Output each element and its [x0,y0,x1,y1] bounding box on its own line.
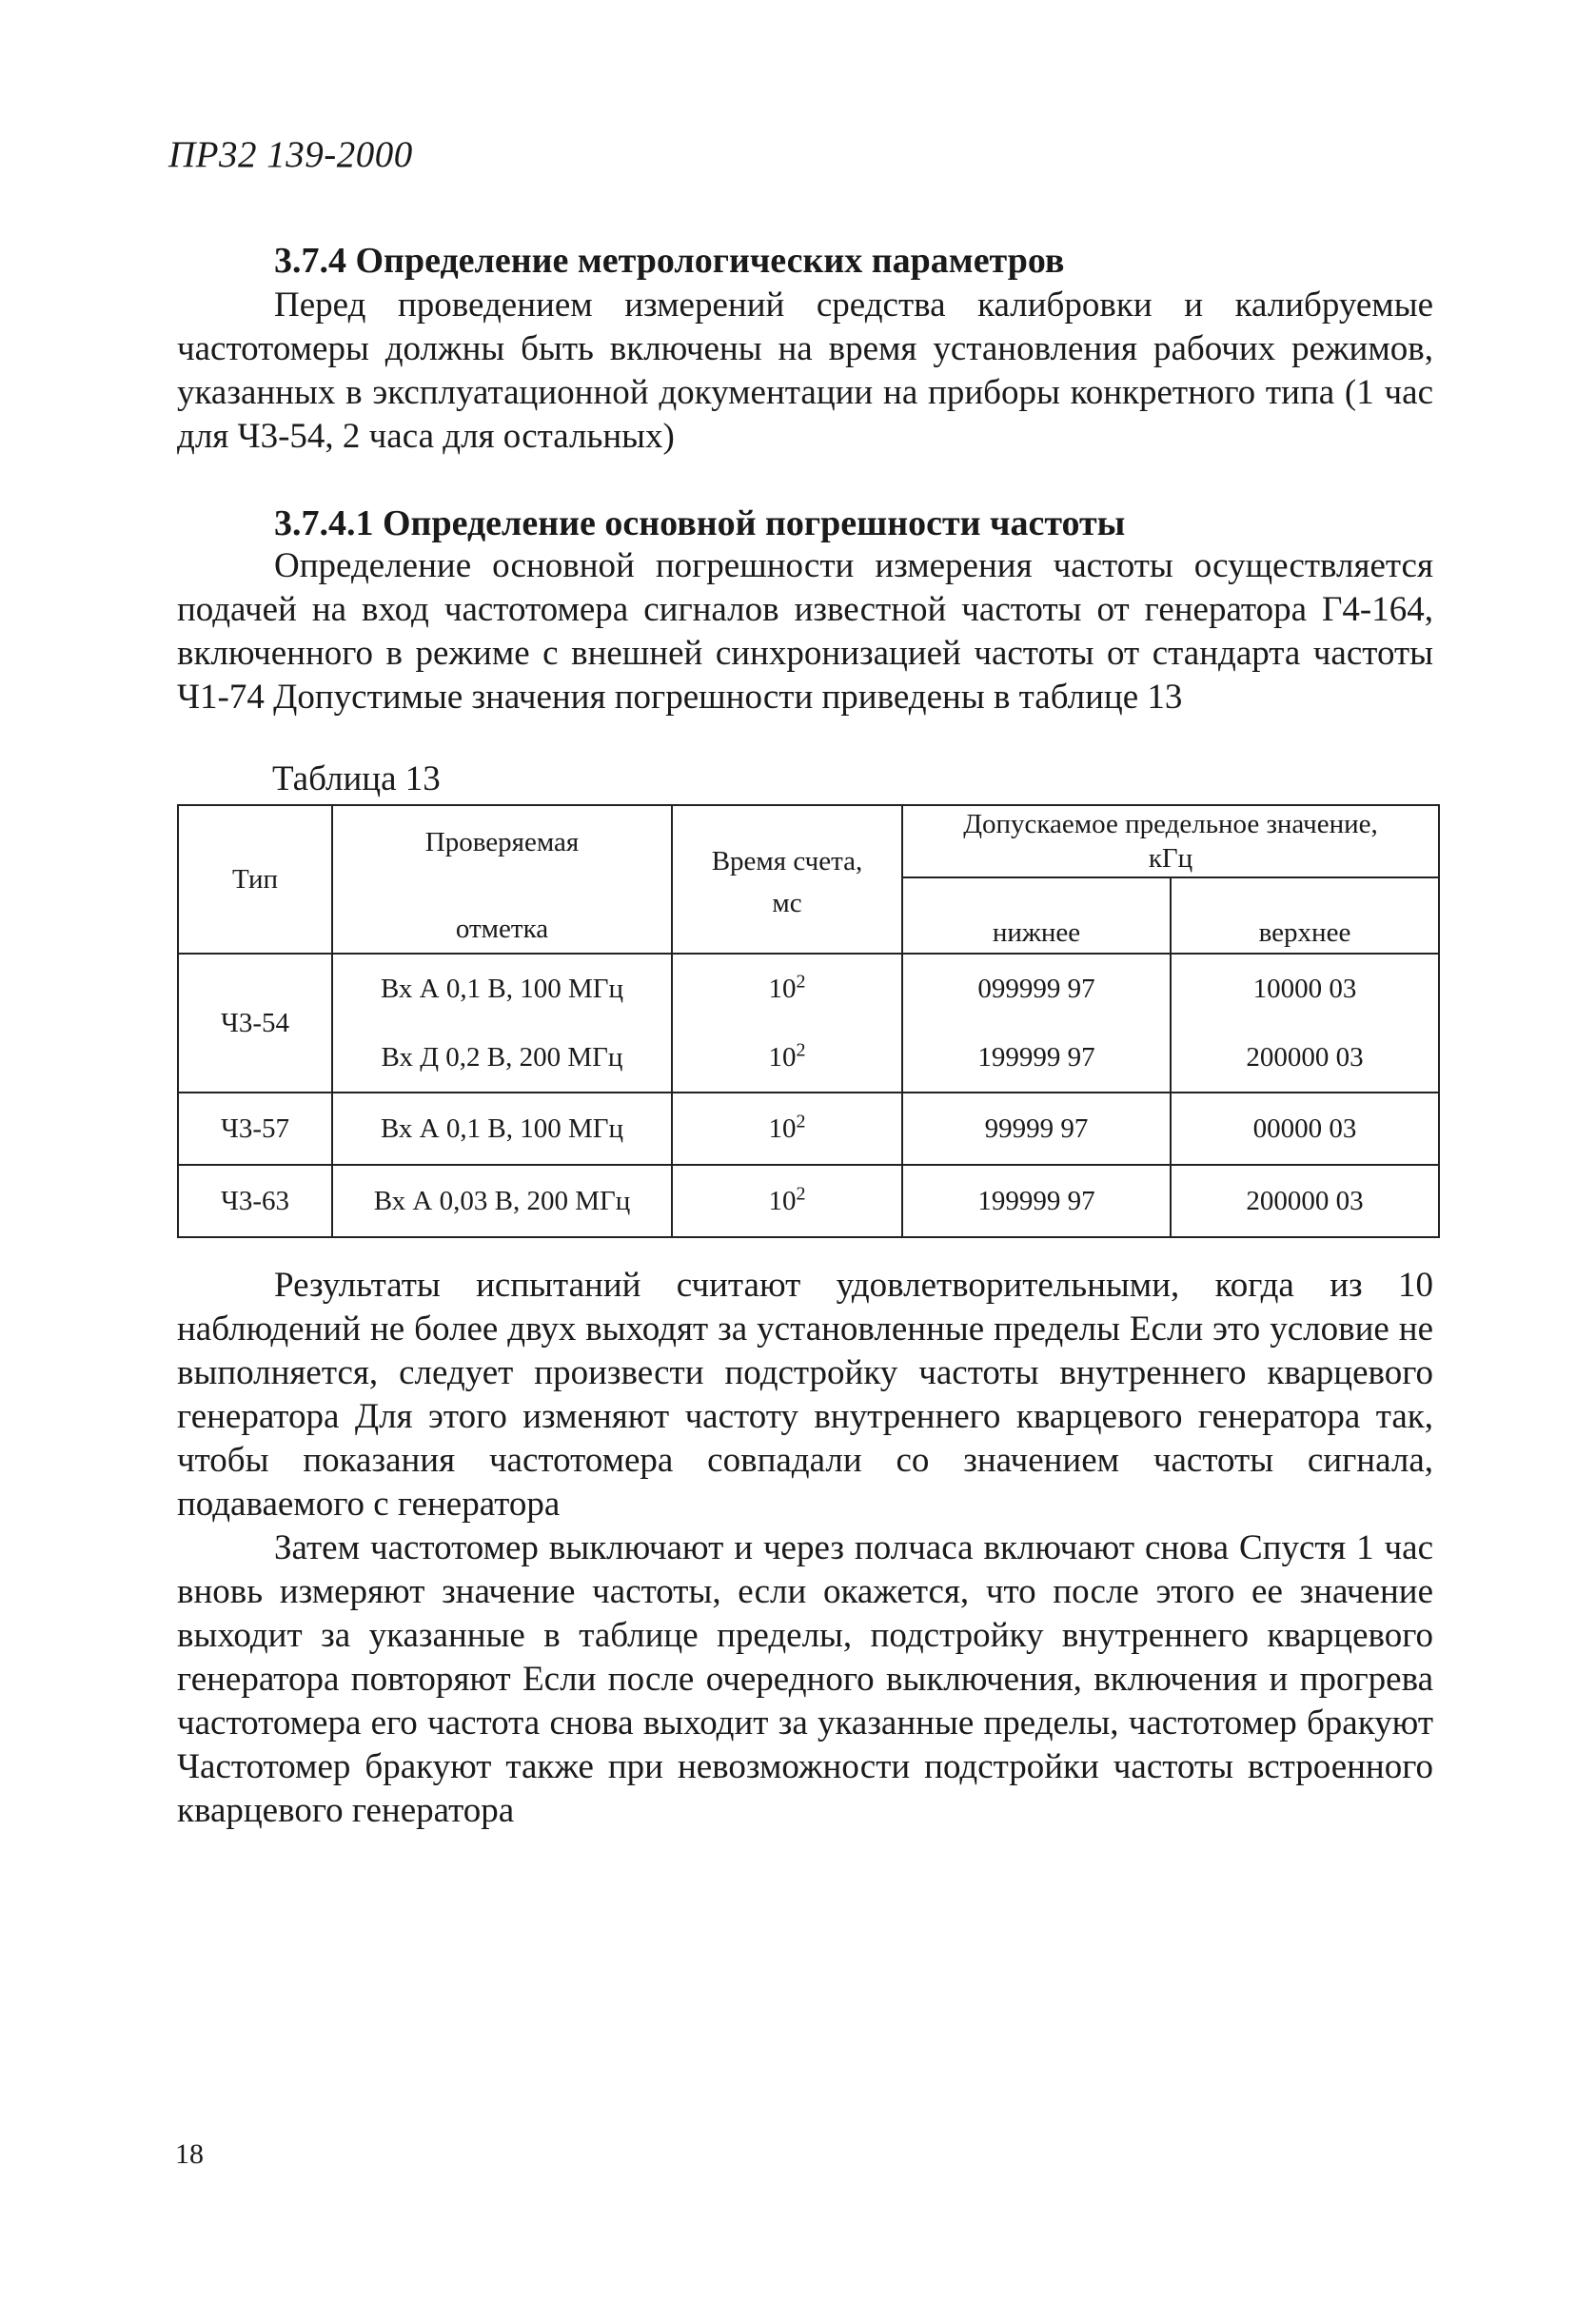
row-time [672,1093,902,1165]
row-mark: Вх А 0,03 В, 200 МГц [332,1165,672,1237]
time-exponent: 2 [796,1182,806,1204]
page-number: 18 [175,2138,204,2170]
header-limit-line1: Допускаемое предельное значение, [963,809,1378,839]
header-upper: верхнее [1171,877,1439,954]
header-time [672,805,902,954]
document-code: ПР32 139-2000 [168,134,413,175]
section-heading-3-7-4-1: 3.7.4.1 Определение основной погрешности частоты [274,503,1126,543]
row-lower-value: 199999 97 [977,1042,1095,1073]
row-time [672,954,902,1093]
header-mark-line2: отметка [455,914,549,944]
row-mark: Вх А 0,1 В, 100 МГц [332,1093,672,1165]
row-type: Ч3-57 [178,1093,332,1165]
row-upper-value: 200000 03 [1246,1042,1364,1073]
table-row [178,1093,1439,1165]
row-lower: 199999 97 [902,1165,1171,1237]
table-row [178,1165,1439,1237]
row-type [178,954,332,1093]
header-time-line1: Время счета, [711,846,863,876]
table-row [178,954,1439,1093]
row-type-label: Ч3-54 [220,1008,289,1038]
section-text-3-7-4-1: Определение основной погрешности измерения частоты осуществляется подачей на вход частотомера сигналов известной частоты от генератора Г4-164, включенного в режиме с внешней синхронизацией частоты от стандарта частоты Ч1-74 Допустимые значения погрешности приведены в таблице 13 [177,546,1433,717]
time-base: 10 [768,1042,797,1073]
row-time-value [673,955,901,1023]
header-mark-line1: Проверяемая [424,827,580,857]
row-mark-value: Вх Д 0,2 В, 200 МГц [381,1042,623,1073]
table-caption: Таблица 13 [272,759,441,798]
row-upper: 00000 03 [1171,1093,1439,1165]
time-base: 10 [768,974,797,1004]
row-mark [332,954,672,1093]
time-base: 10 [768,1185,797,1216]
section-text-3-7-4: Перед проведением измерений средства калибровки и калибруемые частотомеры должны быть включены на время установления рабочих режимов, указанных в эксплуатационной документации на приборы конкретного типа (1 час для Ч3-54, 2 часа для остальных) [177,286,1433,456]
time-base: 10 [768,1113,797,1144]
section-heading-3-7-4: 3.7.4 Определение метрологических параметров [274,241,1065,281]
header-type [178,805,332,954]
results-paragraph-1: Результаты испытаний считают удовлетворительными, когда из 10 наблюдений не более двух выходят за установленные пределы Если это условие не выполняется, следует произвести подстройку частоты внутреннего кварцевого генератора Для этого изменяют частоту внутреннего кварцевого генератора так, чтобы показания частотомера совпадали со значением частоты сигнала, подаваемого с генератора [177,1266,1433,1524]
row-upper: 200000 03 [1171,1165,1439,1237]
row-time [672,1165,902,1237]
row-mark-value: Вх А 0,1 В, 100 МГц [380,974,624,1004]
header-type-label: Тип [231,863,279,895]
row-lower [902,954,1171,1093]
row-time-value [673,1023,901,1092]
row-upper [1171,954,1439,1093]
row-upper-value: 10000 03 [1252,974,1357,1004]
table-header-row [178,805,1439,877]
row-lower: 99999 97 [902,1093,1171,1165]
tolerance-table [177,804,1440,1238]
time-exponent: 2 [796,971,806,993]
header-limit-line2: кГц [1148,843,1193,874]
header-mark [332,805,672,954]
header-lower: нижнее [902,877,1171,954]
header-time-line2: мс [772,888,802,918]
time-exponent: 2 [796,1039,806,1061]
header-limit [902,805,1439,877]
row-type: Ч3-63 [178,1165,332,1237]
results-paragraph-2: Затем частотомер выключают и через полчаса включают снова Спустя 1 час вновь измеряют значение частоты, если окажется, что после этого ее значение выходит за указанные в таблице пределы, подстройку внутреннего кварцевого генератора повторяют Если после очередного выключения, включения и прогрева частотомера его частота снова выходит за указанные пределы, частотомер бракуют Частотомер бракуют также при невозможности подстройки частоты встроенного кварцевого генератора [177,1528,1433,1830]
time-exponent: 2 [796,1110,806,1132]
row-lower-value: 099999 97 [977,974,1095,1004]
